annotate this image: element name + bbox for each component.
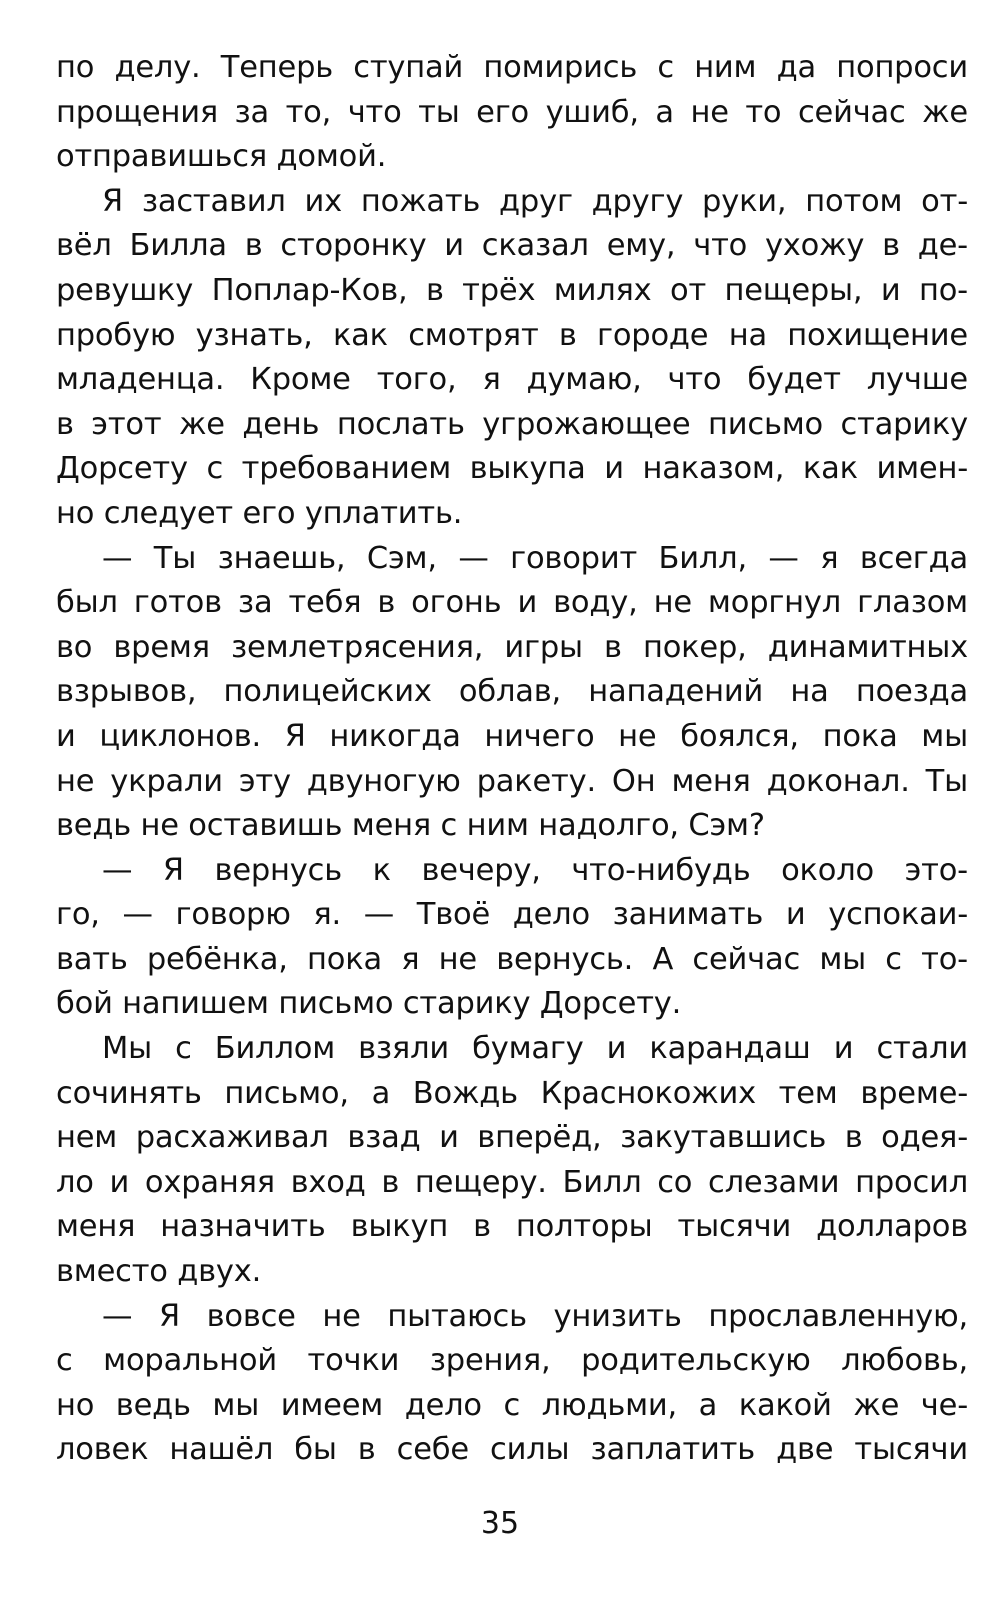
text-line-17: не украли эту двуногую ракету. Он меня доконал. Ты — [56, 763, 968, 799]
text-line-19: — Я вернусь к вечеру, что-нибудь около это- — [102, 852, 968, 888]
text-line-29: — Я вовсе не пытаюсь унизить прославленную, — [102, 1298, 968, 1334]
page-number: 35 — [480, 1506, 520, 1541]
text-line-6: ревушку Поплар-Ков, в трёх милях от пещеры, и по- — [56, 272, 968, 308]
text-line-2: прощения за то, что ты его ушиб, а не то сейчас же — [56, 94, 968, 130]
book-page-text — [56, 46, 968, 1473]
text-line-8: младенца. Кроме того, я думаю, что будет лучше — [56, 362, 968, 398]
text-line-20: го, — говорю я. — Твоё дело занимать и успокаи- — [56, 897, 968, 933]
text-line-10: Дорсету с требованием выкупа и наказом, как имен- — [56, 451, 968, 487]
text-line-12: — Ты знаешь, Сэм, — говорит Билл, — я всегда — [102, 540, 968, 576]
text-line-24: сочинять письмо, а Вождь Краснокожих тем време- — [56, 1075, 968, 1111]
text-line-4: Я заставил их пожать друг другу руки, потом от- — [102, 183, 968, 219]
text-line-32: ловек нашёл бы в себе силы заплатить две тысячи — [56, 1432, 968, 1468]
text-line-11: но следует его уплатить. — [56, 495, 463, 531]
text-line-27: меня назначить выкуп в полторы тысячи долларов — [56, 1209, 968, 1245]
text-line-14: во время землетрясения, игры в покер, динамитных — [56, 629, 968, 665]
text-line-1: по делу. Теперь ступай помирись с ним да попроси — [56, 50, 968, 85]
text-line-31: но ведь мы имеем дело с людьми, а какой же че- — [56, 1387, 968, 1423]
text-line-21: вать ребёнка, пока я не вернусь. А сейчас мы с то- — [56, 941, 968, 977]
text-line-25: нем расхаживал взад и вперёд, закутавшись в одея- — [56, 1120, 968, 1156]
text-line-28: вместо двух. — [56, 1254, 262, 1290]
text-line-5: вёл Билла в сторонку и сказал ему, что ухожу в де- — [56, 228, 968, 264]
text-line-23: Мы с Биллом взяли бумагу и карандаш и стали — [102, 1031, 968, 1067]
text-line-9: в этот же день послать угрожающее письмо старику — [56, 406, 968, 442]
text-line-7: пробую узнать, как смотрят в городе на похищение — [56, 317, 968, 353]
text-line-15: взрывов, полицейских облав, нападений на поезда — [56, 674, 968, 710]
text-line-18: ведь не оставишь меня с ним надолго, Сэм? — [56, 808, 765, 844]
text-line-30: с моральной точки зрения, родительскую любовь, — [56, 1343, 968, 1379]
text-line-26: ло и охраняя вход в пещеру. Билл со слезами просил — [56, 1164, 968, 1200]
text-line-22: бой напишем письмо старику Дорсету. — [56, 986, 682, 1022]
text-line-3: отправишься домой. — [56, 139, 387, 175]
text-line-13: был готов за тебя в огонь и воду, не моргнул глазом — [56, 585, 968, 621]
text-line-16: и циклонов. Я никогда ничего не боялся, пока мы — [56, 718, 968, 754]
